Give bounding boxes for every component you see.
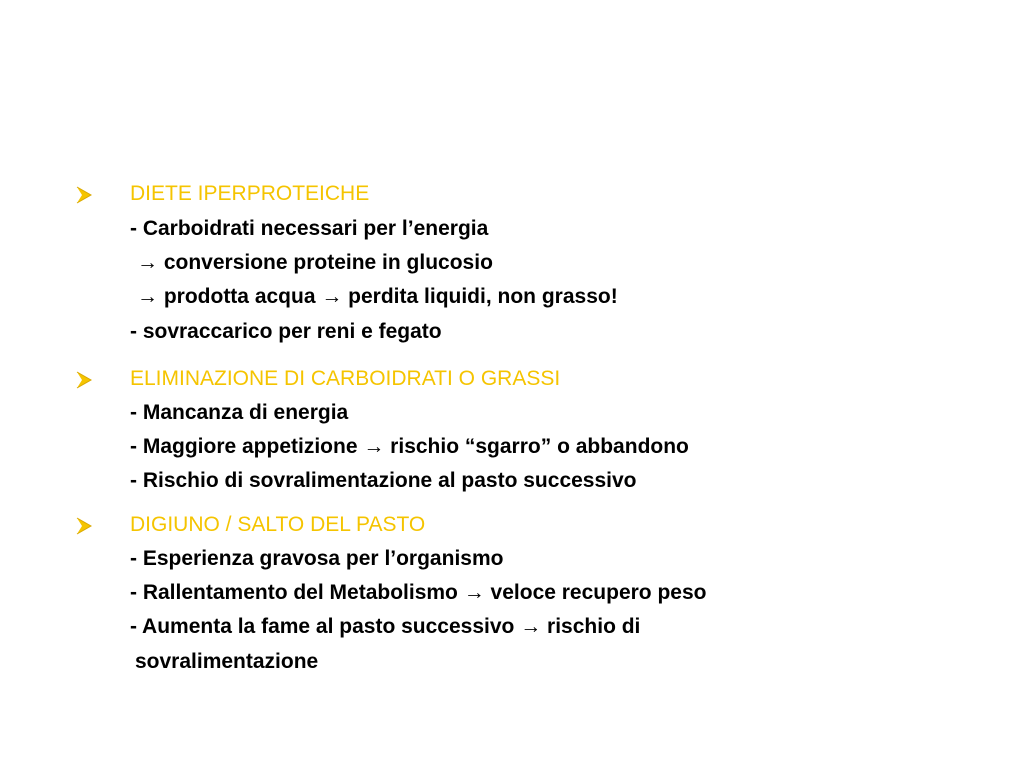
arrowhead-bullet-icon [76, 186, 92, 204]
section-line: - Esperienza gravosa per l’organismo [130, 547, 504, 570]
arrowhead-bullet-icon [76, 517, 92, 535]
section-line: - Maggiore appetizione → rischio “sgarro” o abbandono [130, 435, 689, 458]
section-line: → conversione proteine in glucosio [137, 251, 493, 274]
arrowhead-bullet-icon [76, 371, 92, 389]
section-line: - Aumenta la fame al pasto successivo → rischio di [130, 615, 641, 638]
section-heading: DIGIUNO / SALTO DEL PASTO [130, 513, 426, 536]
section-line: - Mancanza di energia [130, 401, 349, 424]
section-line: → prodotta acqua → perdita liquidi, non grasso! [137, 285, 618, 308]
section-line: - sovraccarico per reni e fegato [130, 320, 442, 343]
section-line: - Carboidrati necessari per l’energia [130, 217, 489, 240]
section-heading: ELIMINAZIONE DI CARBOIDRATI O GRASSI [130, 367, 561, 390]
section-line: sovralimentazione [135, 650, 319, 673]
section-heading: DIETE IPERPROTEICHE [130, 182, 370, 205]
section-line: - Rallentamento del Metabolismo → veloce recupero peso [130, 581, 707, 604]
section-line: - Rischio di sovralimentazione al pasto successivo [130, 469, 637, 492]
